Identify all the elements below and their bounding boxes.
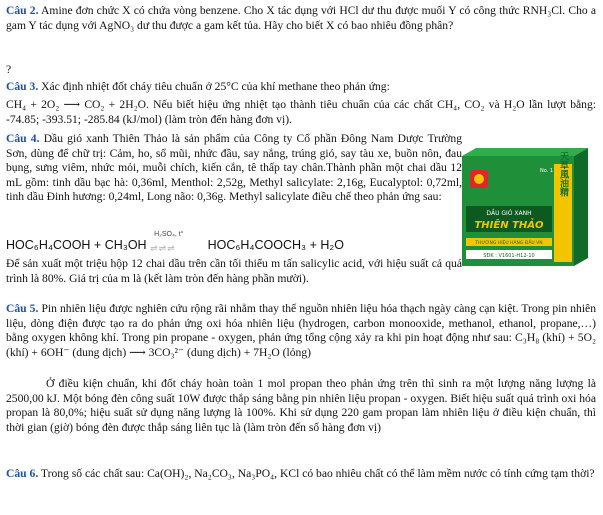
product-box-image: [462, 146, 592, 266]
question-2-answer: ?: [6, 63, 12, 76]
arrow-glyph: ⇌⇌⇌: [150, 242, 176, 253]
box-side-panel: [574, 148, 588, 266]
question-5-text2: Ở điều kiện chuẩn, khi đốt cháy hoàn toàn 1 mol propan theo phản ứng trên thì sinh ra một lượng năng lượng là 2500,00 kJ. Một bóng đèn công suất 10W được thắp sáng bằng pin nhiên liệu propan - oxygen. Biết hiệu suất quá trình oxi hóa propan là 80,0%; hiệu suất sử dụng năng lượng là 100%. Khi sử dụng 220 gam propan làm nhiên liệu ở điều kiện chuẩn, thì thời gian (giờ) bóng đèn được thắp sáng liên tục là (làm tròn đến số hàng đơn vị): [6, 377, 596, 434]
question-4-label: Câu 4.: [6, 132, 40, 145]
equation-left: HOC₆H₄COOH + CH₃OH: [6, 238, 147, 252]
product-box-svg: [462, 146, 592, 266]
equation-right: HOC₆H₄COOCH₃ + H₂O: [207, 238, 344, 252]
question-6-text: Trong số các chất sau: Ca(OH)₂, Na₂CO₃, Na₃PO₄, KCl có bao nhiêu chất có thể làm mềm nước có tính cứng tạm thời?: [40, 467, 595, 480]
question-4-text2: Để sản xuất một triệu hộp 12 chai dầu trên cần tối thiểu m tấn salicylic acid, với hiệu suất cả quá trình là 80%. Giá trị của m là (kết làm tròn đến hàng phần mười).: [6, 257, 462, 285]
question-4: [6, 132, 462, 205]
product-name-small: DẦU GIÓ XANH: [486, 210, 532, 217]
question-3-text: Xác định nhiệt đốt cháy tiêu chuẩn ở 25°C của khí methane theo phản ứng:: [41, 80, 390, 93]
question-3-continuation: [6, 98, 596, 127]
chinese-title: 天草風油精: [558, 151, 568, 197]
question-6: [6, 467, 596, 482]
question-2-label: Câu 2.: [6, 4, 39, 17]
salicylate-equation: [6, 230, 344, 253]
question-2: [6, 4, 596, 33]
reaction-arrow: [150, 230, 204, 253]
question-3-label: Câu 3.: [6, 80, 39, 93]
badge-text: No. 1: [540, 168, 554, 174]
reaction-condition: H₂SO₄, t°: [154, 230, 184, 238]
question-4-text: Dầu gió xanh Thiên Thảo là sản phẩm của Công ty Cổ phần Đông Nam Dược Trường Sơn, dùng để chữ trị: Cảm, ho, sổ mũi, nhức đầu, say nắng, trúng gió, say tàu xe, buồn nôn, đau bụng, sưng viêm, nhức mỏi, muỗi chích, kiến cắn, tê thấp tay chân.Thành phần một chai dầu 12 mL gồm: tinh dầu bạc hà: 0,36ml, Menthol: 2,52g, Methyl salicylate: 2,16g, Eucalyptol: 0,72ml, tinh dầu Đinh hương: 0,24ml, Long não: 0,36g. Methyl salicylate điều chế theo phản ứng sau:: [6, 132, 463, 204]
question-5-text: Pin nhiên liệu được nghiên cứu rộng rãi nhằm thay thế nguồn nhiên liệu hóa thạch ngày càng cạn kiệt. Trong pin nhiên liệu, dòng điện được tạo ra do phản ứng oxi hóa nhiên liệu (hydrogen, carbon monooxide, methanol, ethanol, propane,…) bằng oxygen không khí. Trong pin propane - oxygen, phản ứng tổng cộng xảy ra khi pin hoạt động như sau: C₃H₈ (khí) + 5O₂ (khí) + 6OH⁻ (dung dịch) ⟶ 3CO₃²⁻ (dung dịch) + 7H₂O (lỏng): [6, 302, 596, 359]
question-3: [6, 80, 596, 95]
question-6-label: Câu 6.: [6, 467, 39, 480]
question-2-text: Amine đơn chức X có chứa vòng benzene. Cho X tác dụng với HCl dư thu được muối Y có công thức RNH₃Cl. Cho a gam Y tác dụng với AgNO₃ dư thu được a gam kết tủa. Hãy cho biết X có bao nhiêu đồng phân?: [6, 4, 596, 32]
question-3-text2: Nếu biết hiệu ứng nhiệt tạo thành tiêu chuẩn của các chất CH₄, CO₂ và H₂O lần lượt bằng: -74.85; -393.51; -285.84 (kJ/mol) (làm tròn đến hàng đơn vị).: [6, 98, 596, 126]
product-sdk: SĐK : V1601-H12-10: [483, 253, 535, 259]
question-5: [6, 302, 596, 360]
question-5-label: Câu 5.: [6, 302, 39, 315]
product-name-big: THIÊN THẢO: [474, 220, 544, 231]
product-footer: THƯƠNG HIỆU HÀNG ĐẦU VN: [475, 241, 543, 246]
methane-equation: CH₄ + 2O₂ ⟶ CO₂ + 2H₂O.: [6, 98, 149, 111]
